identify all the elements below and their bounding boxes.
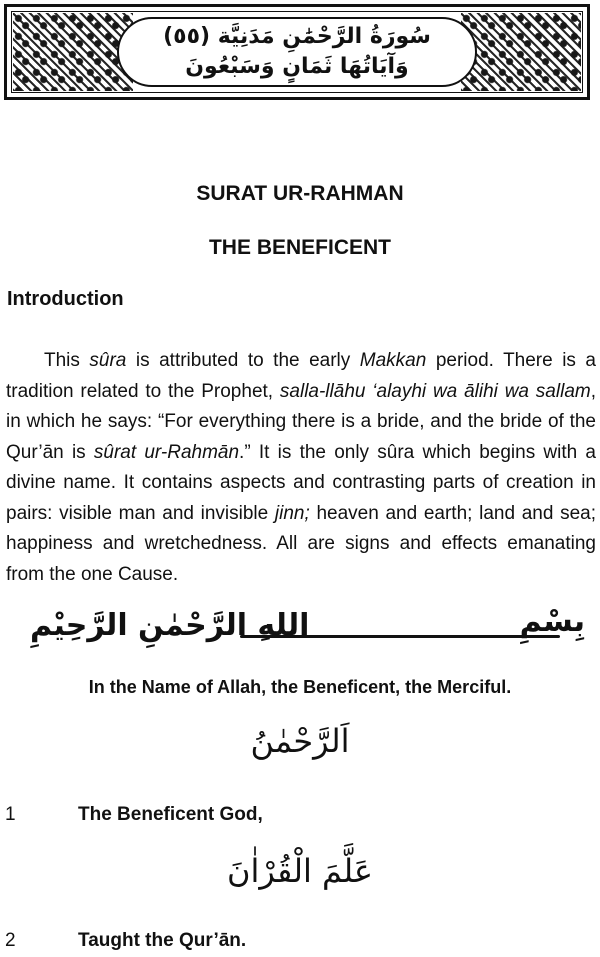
verse-2-number: 2: [5, 930, 16, 951]
page-title: SURAT UR-RAHMAN: [196, 182, 404, 205]
verse-2-translation: Taught the Qur’ān.: [78, 930, 247, 951]
intro-text-2: is attributed to the early: [126, 350, 360, 371]
basmala-arabic-allah-rahman-rahim: اللهِ الرَّحْمٰنِ الرَّحِيْمِ: [30, 608, 310, 643]
page-subtitle: THE BENEFICENT: [208, 236, 391, 259]
intro-text-6: heaven and earth; land and sea; happiness and wretchedness. All are signs and effects emanating from the one Cause.: [6, 502, 596, 585]
intro-term-makkan: Makkan: [359, 350, 427, 371]
header-cartouche: [117, 17, 477, 87]
verse-1-arabic: اَلرَّحْمٰنُ: [250, 722, 350, 760]
section-heading-introduction: Introduction: [7, 288, 124, 310]
verse-1-translation: The Beneficent God,: [78, 804, 263, 825]
intro-text-5: .” It is the only sûra which begins with a divine name. It contains aspects and contrasting parts of creation in pairs: visible man and invisible: [6, 441, 597, 524]
header-arabic-verse-count: وَآيَاتُهَا ثَمَانٍ وَسَبْعُونَ: [185, 54, 409, 79]
surah-header-banner: [4, 4, 590, 100]
basmala-translation: In the Name of Allah, the Beneficent, the Merciful.: [88, 677, 512, 697]
basmala-calligraphy: [30, 590, 585, 660]
introduction-paragraph: [6, 346, 596, 590]
left-arabesque-ornament-icon: [13, 13, 133, 91]
verse-1-number: 1: [5, 804, 16, 825]
verse-2-arabic: عَلَّمَ الْقُرْاٰنَ: [226, 852, 374, 890]
header-arabic-surah-name: سُورَةُ الرَّحْمَٰنِ مَدَنِيَّة (٥٥): [163, 24, 431, 49]
intro-term-surat-ur-rahman: sûrat ur-Rahmān: [93, 441, 240, 463]
intro-text-3: period. There is a tradition related to the Prophet,: [6, 350, 596, 402]
basmala-arabic-bismi: بِسْمِ: [519, 604, 585, 639]
intro-term-salawat: salla-llāhu ‘alayhi wa ālihi wa sallam: [279, 380, 591, 402]
intro-term-sura: sûra: [89, 350, 127, 371]
intro-text-1: This: [44, 350, 90, 371]
intro-text-4: , in which he says: “For everything there is a bride, and the bride of the Qur’ān is: [6, 380, 596, 463]
right-arabesque-ornament-icon: [461, 13, 581, 91]
intro-term-jinn: jinn;: [274, 502, 310, 524]
